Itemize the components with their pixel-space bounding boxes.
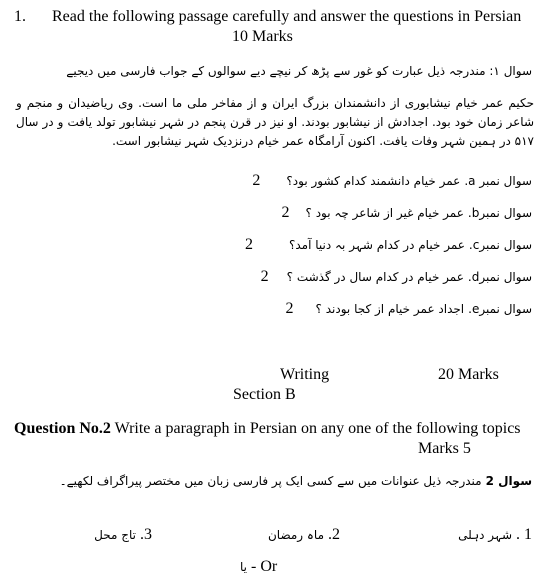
topic-text: ماہ رمضان [267,528,324,542]
reading-passage: حکیم عمر خیام نیشابوری از دانشمندان بزرگ ایران و از مفاخر ملی ما است. وی ریاضیدان و منجم و شاعر زمان خود بود. اجدادش از نیشابور بودند. او نیز در قرن پنجم در شہر نیشابور تولد یافت و در سال ۵۱۷ در ہمین شہر وفات یافت. اکنون آرامگاہ عمر خیام درنزدیک شہر نیشابور است. [16,96,534,148]
writing-marks: 20 Marks [438,366,499,383]
sub-question-marks: 2 [281,204,290,221]
question-1-urdu-instruction: سوال ۱: مندرجہ ذیل عبارت کو غور سے پڑھ کر نیچے دیے سوالوں کے جواب فارسی میں دیجیے [66,64,532,78]
question-2-urdu-text: مندرجہ ذیل عنوانات میں سے کسی ایک پر فارسی زبان میں مختصر پیراگراف لکھیے۔ [59,474,482,488]
question-1-instruction: Read the following passage carefully and answer the questions in Persian [52,8,522,25]
sub-question-text: عمر خیام غیر از شاعر چہ بود ؟ [305,206,464,220]
topic-1 [458,526,532,544]
question-1-marks: 10 Marks [232,28,293,45]
question-2-text: Write a paragraph in Persian on any one of the following topics [110,420,521,437]
topic-number: 2. [328,526,340,543]
sub-question-label: سوال نمبرe. [468,302,532,316]
sub-question-d [261,268,532,286]
sub-question-marks: 2 [252,172,261,189]
sub-question-text: عمر خیام در کدام سال در گذشت ؟ [286,270,464,284]
topic-text: شہر دہلی [458,528,512,542]
sub-question-e [286,300,532,318]
writing-heading: Writing [280,366,330,383]
sub-question-text: اجداد عمر خیام از کجا بودند ؟ [315,302,465,316]
sub-question-text: عمر خیام دانشمند کدام کشور بود؟ [286,174,461,188]
or-urdu: یا [240,560,247,574]
sub-question-text: عمر خیام در کدام شہر بہ دنیا آمد؟ [288,238,465,252]
question-2-urdu-label: سوال 2 [485,474,532,488]
or-english: - Or [251,558,278,575]
section-title: Section B [233,386,296,403]
topic-text: تاج محل [94,528,136,542]
topic-number: 1 . [516,526,532,543]
question-2-marks: Marks 5 [418,440,471,457]
question-2-label: Question No.2 [14,420,111,437]
sub-question-b [282,204,532,222]
sub-question-marks: 2 [260,268,269,285]
sub-question-label: سوال نمبر a. [464,174,532,188]
sub-question-label: سوال نمبرb. [467,206,532,220]
sub-question-label: سوال نمبرd. [467,270,532,284]
topic-3 [94,526,152,544]
topic-2 [268,526,340,544]
question-2-urdu-instruction [60,472,532,490]
question-2-instruction [14,420,521,438]
sub-question-marks: 2 [285,300,294,317]
sub-question-c [245,236,532,254]
sub-question-label: سوال نمبرc. [468,238,532,252]
question-1-number: 1. [14,8,26,25]
sub-question-marks: 2 [244,236,253,253]
topic-number: 3. [140,526,152,543]
sub-question-a [252,172,532,190]
or-divider [240,558,277,576]
